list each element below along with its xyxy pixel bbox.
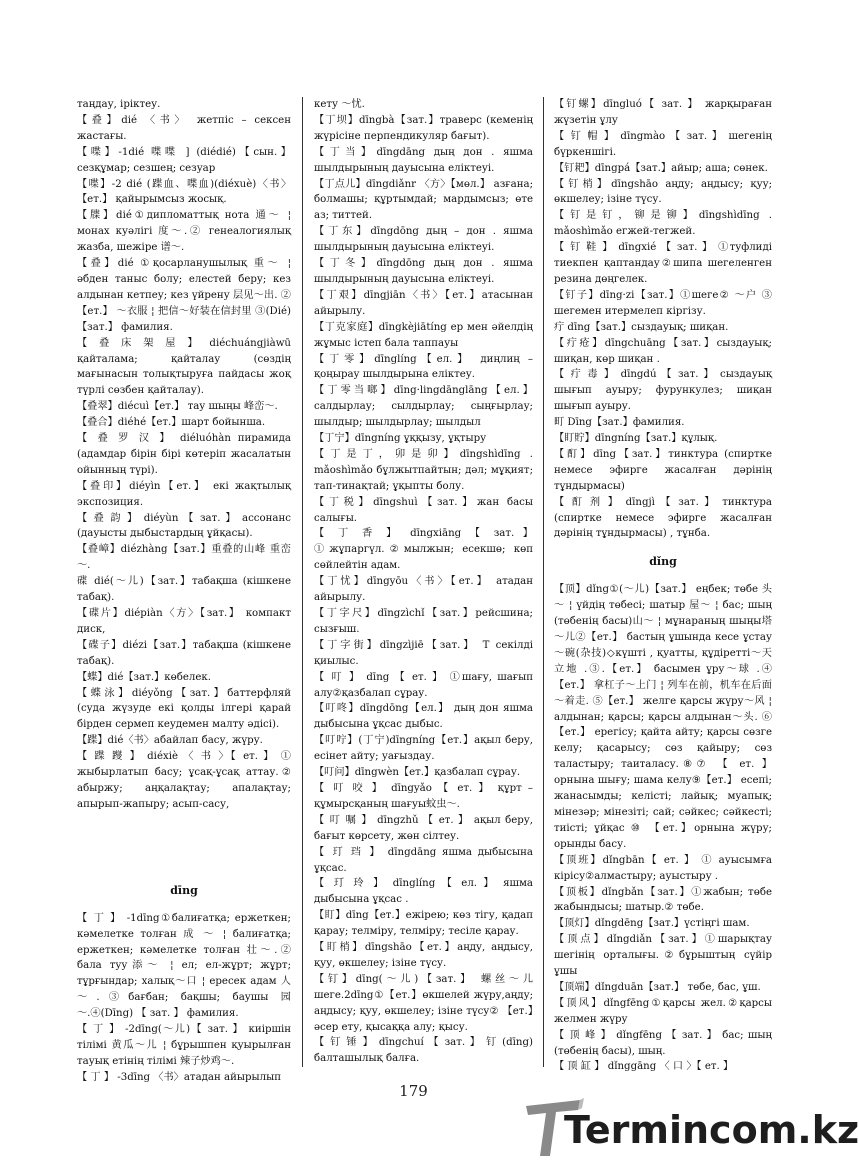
dictionary-entry: 【丁是丁，卯是卯】dīngshìdīng . mǎoshìmǎo бұлжытпайтын; дәл; мұқият; тап-тинақтай; ұқыпты болу. bbox=[314, 448, 533, 492]
dictionary-entry: 【 玎 玲 】 dīnglíng 【 ел. 】 яшма дыбысына ұқсас . bbox=[314, 878, 533, 906]
dictionary-entry: 【叮咛】(丁宁)dīngníng【ет.】ақыл беру, есінет айту; уағыздау. bbox=[314, 735, 533, 763]
dictionary-entry: 【钉是钉，铆是铆】dīngshìdīng . mǎoshìmǎo егжей-тегжей. bbox=[554, 210, 772, 238]
dictionary-entry: 【丁宁】dīngníng ұққызу, ұқтыру bbox=[314, 433, 487, 445]
dictionary-entry: 【碟片】diépiàn〈方〉【зат.】 компакт диск, bbox=[77, 608, 291, 635]
dictionary-entry: 【盯】dīng【ет.】ежірею; көз тігу, қадап қарау; телміру, телміру; тесіле қарау. bbox=[314, 910, 533, 938]
dictionary-column-2 bbox=[314, 97, 533, 1067]
column-divider-left bbox=[302, 97, 303, 1067]
dictionary-entry: 【叮问】dīngwèn【ет.】қазбалап сұрау. bbox=[314, 767, 521, 779]
dictionary-entry: 【丁东】dīngdōng дың – дон . яшма шылдырының дауысына еліктеуі. bbox=[314, 226, 533, 254]
dictionary-entry: 【 顶 缸 】 dǐnggāng 〈 口 〉【 ет. 】 bbox=[554, 1061, 734, 1073]
dictionary-entry: 【 丁 】 -2dīng(～儿)【 зат. 】 киіршін тілімі 黄瓜～儿 ¦ бұрышпен қуырылған тауық етінің тілімі 辣子炒鸡～. bbox=[77, 1024, 291, 1067]
dictionary-entry: 【丁零】dīnglíng【ел.】 диңлиң – қоңырау шылдырына еліктеу. bbox=[314, 353, 533, 381]
dictionary-entry: 【盯貯】dīngníng【зат.】құлық. bbox=[554, 433, 718, 445]
dictionary-entry: кету ～忧. bbox=[314, 99, 365, 110]
section-heading: dīng bbox=[170, 883, 198, 897]
dictionary-entry: 【钉梢】dīngshāo аңду; аңдысу; қуу; өкшелеу; ізіне түсу. bbox=[554, 178, 772, 206]
dictionary-entry: 【 蝶 泳 】 diéyǒng 【 зат. 】 баттерфляй (суда жүзуде екі қолды ілгері қарай бірден сермеп кеудемен малту әдісі). bbox=[77, 687, 291, 731]
termincom-logo[interactable] bbox=[520, 1098, 859, 1162]
dictionary-entry: 【 丁 】 -3dīng 〈书〉атадан айырылып bbox=[77, 1071, 281, 1083]
dictionary-entry: 【疔疮】dīngchuāng【зат.】сыздауық; шиқан, көр шиқан . bbox=[554, 337, 772, 365]
dictionary-entry: 疔 dīng【зат.】сыздауық; шиқан. bbox=[554, 321, 729, 333]
dictionary-entry: 【丁零当啷】dīng·lingdānglāng【ел.】 салдырлау; сылдырлау; сыңғырлау; шылдыр; шылдырлау; шылдыл bbox=[314, 385, 533, 429]
dictionary-entry: 【 丁 香 】 dīngxiāng 【 зат. 】 ①жұпаргүл.②мылжын; есекшө; көп сөйлейтін адам. bbox=[314, 528, 533, 572]
column-divider-right bbox=[543, 97, 544, 1067]
dictionary-entry: 【叠合】diéhé【ет.】шарт бойынша. bbox=[77, 417, 266, 429]
dictionary-entry: 町 Dīng【зат.】фамилия. bbox=[554, 417, 685, 429]
dictionary-entry: 【丁字街】dīngzìjiē【зат.】 Т секілді қиылыс. bbox=[314, 639, 533, 667]
dictionary-entry: 【酊】dīng【зат.】тинктура (спиртке немесе эфирге жасалған дәрінің тұндырмасы) bbox=[554, 448, 772, 492]
dictionary-entry: 【喋】-2 dié (蹀血、喋血)(diéxuè)〈书〉【ет.】 қайырымсыз жосық. bbox=[77, 178, 291, 206]
dictionary-entry: 【顶风】dǐngfēng①қарсы жел.②қарсы желмен жүру bbox=[554, 997, 772, 1025]
dictionary-entry: 【钉】dīng(～儿)【зат.】 螺丝～儿 шеге.2dīng①【ет.】өкшелей жүру,аңду; аңдысу; қуу, өкшелеу; ізіне түсу② 【ет.】әсер ету, қысаққа алу; қысу. bbox=[314, 973, 533, 1033]
dictionary-entry: 【 丁 】 -1dīng①балиғатқа; ержеткен; кәмелетке толған 成 ～ ¦ балиғатқа; ержеткен; кәмелетке толған 壮～.② бала туу添～ ¦ ел; ел-жұрт; жұрт; тұрғындар; халық～口 ¦ ересек адам 人～.③бағбан; бақшы; баушы 园～.④(Dīng) 【 зат. 】 фамилия. bbox=[77, 912, 291, 1020]
dictionary-entry: 【丁当】dīngdāng дың дон . яшма шылдырының дауысына еліктеуі. bbox=[314, 146, 533, 174]
dictionary-entry: 【蹀】dié〈书〉абайлап басу, жүру. bbox=[77, 735, 263, 747]
dictionary-entry: 【丁点儿】dīngdiǎnr 〈方〉【мөл.】 азғана; болмашы; құртымдай; мардымсыз; өте аз; титтей. bbox=[314, 178, 533, 222]
dictionary-entry: 【 蹀 躞 】 diéxiè 〈 书 〉【 ет. 】 ① жыбырлатып басу; ұсақ-ұсақ аттау.② абыржу; аңқалақтау; апалақтау; апырып-жапыру; асып-сасу, bbox=[77, 751, 291, 810]
dictionary-entry: 【钉子】dīng·zi【зат.】①шеге② ～户 ③ шегемен итермелеп кіргізу. bbox=[554, 289, 772, 317]
dictionary-column-3 bbox=[554, 97, 772, 1075]
dictionary-entry: 【 钉 帽 】 dīngmào 【 зат. 】 шегенің бүркеншігі. bbox=[554, 130, 772, 158]
dictionary-entry: 【 酊 剂 】 dīngjì 【 зат. 】 тинктура (спиртке немесе эфирге жасалған дәрінің тұндырмасы) , тұнба. bbox=[554, 496, 772, 540]
dictionary-entry: 【丁冬】dīngdōng дың дон . яшма шылдырының дауысына еліктеуі. bbox=[314, 258, 533, 285]
dictionary-entry: 【钉螺】dīngluó【 зат. 】 жарқыраған жүзетін ұлу bbox=[554, 99, 772, 126]
dictionary-entry: 【碟子】diézi【зат.】табақша (кішкене табақ). bbox=[77, 639, 291, 667]
dictionary-entry: 【叮咚】dīngdōng【ел.】 дың дон яшма дыбысына ұқсас дыбыс. bbox=[314, 703, 533, 731]
dictionary-entry: 【 钉 锤 】 dīngchuí 【 зат. 】 钉 (dīng) балташылық балға. bbox=[314, 1037, 533, 1065]
dictionary-entry: 【丁坝】dīngbà【зат.】траверс (кеменің жүрісіне перпендикуляр бағыт). bbox=[314, 114, 533, 142]
dictionary-entry: 【丁艰】dīngjiān〈书〉【ет.】атасынан айырылу. bbox=[314, 289, 533, 317]
dictionary-entry: 【丁税】dīngshuì【зат.】жан басы салығы. bbox=[314, 496, 533, 524]
dictionary-entry: 【 疔 毒 】 dīngdú 【 зат. 】 сыздауық шығып ауыру; фурункулез; шиқан шығып ауыру. bbox=[554, 369, 772, 413]
dictionary-entry: 【 叠 床 架 屋 】 diéchuángjiàwū қайталама; қайталау (сөздің мағынасын толықтыруға пайдасы жоқ түрлі сөзбен қайталау). bbox=[77, 337, 291, 397]
dictionary-entry: 【顶板】dǐngbǎn【зат.】①жабын; төбе жабындысы; шатыр.② төбе. bbox=[554, 886, 772, 914]
column-spacer bbox=[77, 813, 291, 871]
dictionary-entry: 【 钉 鞋 】 dīngxié 【 зат. 】 ①туфлиді тиекпен қаптандау②шипа шегеленген резина дөңгелек. bbox=[554, 242, 772, 285]
dictionary-entry: 碟 dié(～儿)【зат.】табақша (кішкене табақ). bbox=[77, 576, 291, 604]
dictionary-entry: 【 叮 咬 】 dīngyǎo 【 ет. 】 құрт – құмырсқаның шағуы蚊虫～. bbox=[314, 782, 533, 810]
dictionary-entry: 【顶端】dǐngduān【зат.】 төбе, бас, ұш. bbox=[554, 981, 761, 993]
dictionary-entry: 【盯梢】dīngshāo【ет.】аңду, аңдысу, қуу, өкшелеу; ізіне түсу. bbox=[314, 942, 533, 969]
dictionary-entry: таңдау, іріктеу. bbox=[77, 99, 161, 110]
logo-text: Termincom.kz bbox=[564, 1108, 859, 1152]
dictionary-entry: 【 玎 珰 】 dīngdāng яшма дыбысына ұқсас. bbox=[314, 846, 533, 874]
dictionary-entry: 【叠】dié ①қосарланушылық 重～ ¦ әбден таныс болу; елестей беру; кез алдынан кетпеу; кез үйрену 层见～出. ②【ет.】 ～衣服 ¦ 把信～好装在信封里 ③(Dié)【зат.】 фамилия. bbox=[77, 258, 291, 333]
dictionary-entry: 【顶班】dǐngbān【 ет. 】 ① ауысымға кірісу②алмастыру; ауыстыру . bbox=[554, 854, 772, 882]
dictionary-entry: 【 叠 韵 】 diéyùn 【 зат. 】 ассонанс (дауысты дыбыстардың ұйқасы). bbox=[77, 512, 291, 540]
dictionary-entry: 【丁忧】dīngyōu〈书〉【ет.】 атадан айырылу. bbox=[314, 576, 533, 604]
dictionary-entry: 【牒】dié①дипломаттық нота 通～ ¦ монах куәлігі 度～.② генеалогиялық жазба, шежіре 谱～. bbox=[77, 210, 291, 254]
dictionary-entry: 【蝶】dié【зат.】көбелек. bbox=[77, 671, 212, 683]
page-number: 179 bbox=[399, 1082, 428, 1100]
dictionary-entry: 【钉耙】dīngpá【зат.】айыр; аша; сөнек. bbox=[554, 162, 768, 174]
dictionary-entry: 【 叠 罗 汉 】 diéluóhàn пирамида (адамдар бірін бірі көтеріп жасалатын ойынның түрі). bbox=[77, 433, 291, 476]
dictionary-entry: 【顶灯】dǐngdēng【зат.】үстіңгі шам. bbox=[554, 918, 750, 930]
section-heading: dǐng bbox=[649, 555, 677, 569]
dictionary-entry: 【丁字尺】dīngzìchǐ【зат.】рейсшина; сызғыш. bbox=[314, 608, 533, 635]
dictionary-entry: 【 叮 嘱 】 dīngzhǔ 【 ет. 】 ақыл беру, бағыт көрсету, жөн сілтеу. bbox=[314, 814, 533, 842]
dictionary-entry: 【 顶 峰 】 dǐngfēng 【 зат. 】 бас; шың (төбенің басы), шың. bbox=[554, 1029, 772, 1057]
dictionary-entry: 【叠】dié 〈书〉 жетпіс – сексен жастағы. bbox=[77, 114, 291, 142]
dictionary-entry: 【喋】-1dié 喋喋 ] (diédié)【сын.】 сезқұмар; сезшең; сезуар bbox=[77, 146, 291, 174]
dictionary-column-1 bbox=[77, 97, 291, 1086]
dictionary-entry: 【顶点】dǐngdiǎn【зат.】①шарықтау шегінің орталығы.②бұрыштың сүйір ұшы bbox=[554, 934, 772, 978]
dictionary-entry: 【叠翠】diécuì【ет.】 тау шыңы 峰峦～. bbox=[77, 401, 278, 413]
dictionary-entry: 【 叮 】 dīng 【 ет. 】 ①шағу, шағып алу②қазбалап сұрау. bbox=[314, 671, 533, 699]
dictionary-entry: 【叠嶂】diézhàng【зат.】重叠的山峰 重峦～. bbox=[77, 544, 291, 572]
dictionary-entry: 【叠印】diéyìn【ет.】 екі жақтылық экспозиция. bbox=[77, 480, 291, 508]
dictionary-entry: 【顶】dǐng①(～儿)【зат.】 еңбек; төбе 头～ ¦ үйдің төбесі; шатыр 屋～ ¦ бас; шың (төбенің басы)山～ ¦ мұнараның шыңы塔～儿②【ет.】 бастың ұшында кесе ұстау～碗(杂技)◇күшті , қуатты, құдіретті～天立地 .③.【ет.】 басымен ұру～球 .④【ет.】 拿杠子～上门 ¦ 列车在前，机车在后面～着走. ⑤【ет.】 желге қарсы жүру～风 ¦ алдынан; қарсы; қарсы алдынан～头. ⑥【ет.】 ерегісу; қайта айту; қарсы сөзге келу; қасарысу; сөз қайыру; сөз таластыру; таиталасу.⑧⑦ 【 ет. 】 орнына шығу; шама келу⑨【ет.】 есепі; жанасымды; келісті; лайық; муапық; мінезәр; мінезіті; сай; сәйкес; сәйкесті; тиісті; ұйқас ⑩ 【ет.】орнына жүру; орынды басу. bbox=[554, 584, 772, 850]
dictionary-entry: 【丁克家庭】dīngkèjiātíng ер мен әйелдің жұмыс істеп бала таппауы bbox=[314, 321, 533, 349]
